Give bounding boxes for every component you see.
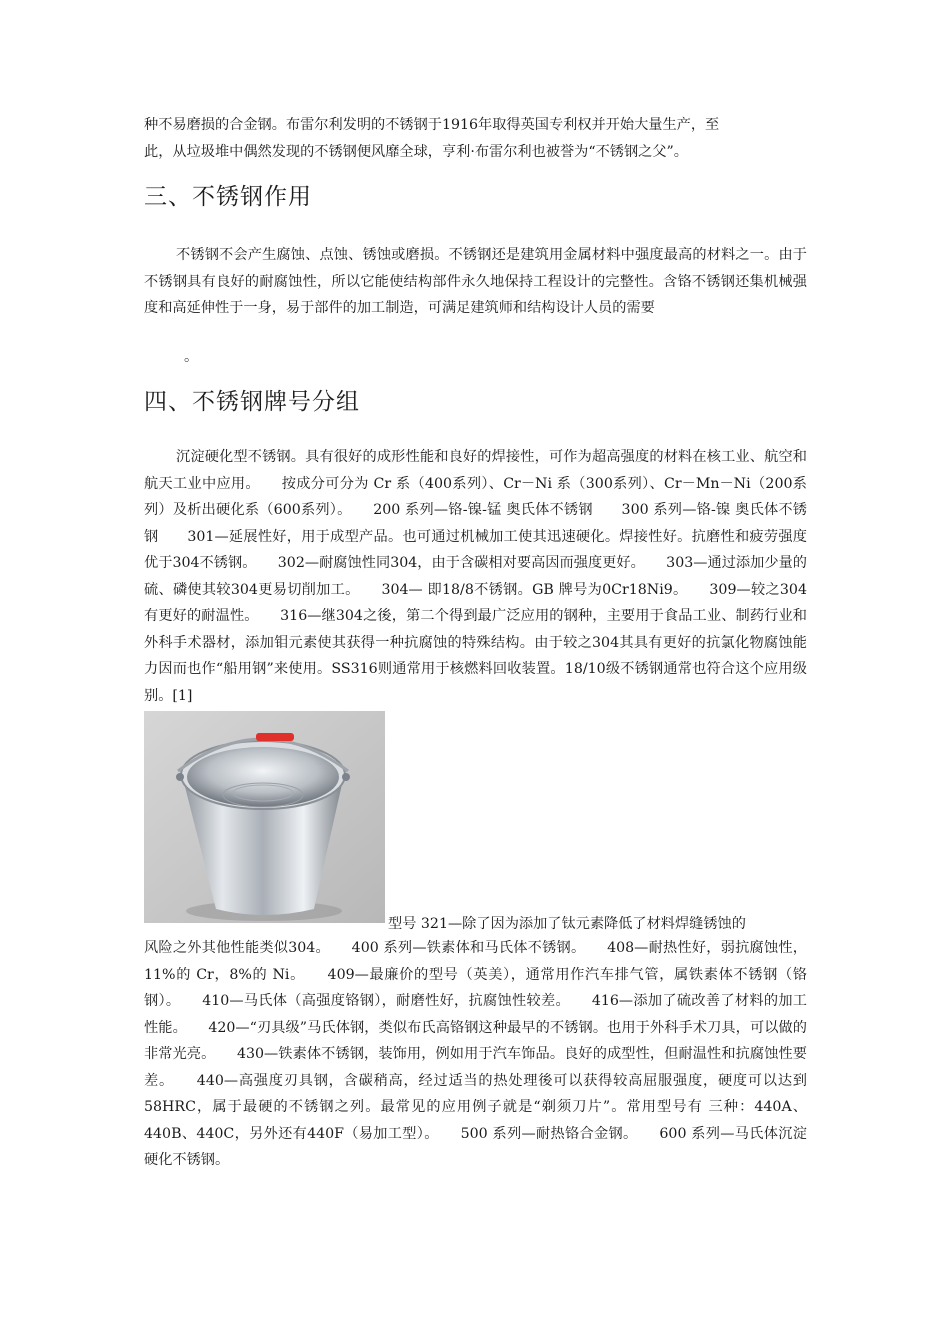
section-4-continued: 风险之外其他性能类似304。 400 系列—铁素体和马氏体不锈钢。 408—耐热性好，弱抗腐蚀性，11%的 Cr，8%的 Ni。 409—最廉价的型号（英美），通常用作汽车排气管，属铁素体不锈钢（铬钢）。 410—马氏体（高强度铬钢），耐磨性好，抗腐蚀性较差。 416—添加了硫改善了材料的加工性能。 420—“刃具级”马氏体钢，类似布氏高铬钢这种最早的不锈钢。也用于外科手术刀具，可以做的非常光亮。 430—铁素体不锈钢，装饰用，例如用于汽车饰品。良好的成型性，但耐温性和抗腐蚀性要差。 440—高强度刃具钢，含碳稍高，经过适当的热处理後可以获得较高屈服强度，硬度可以达到58HRC，属于最硬的不锈钢之列。最常见的应用例子就是“剃须刀片”。常用型号有 三种：440A、440B、440C，另外还有440F（易加工型）。 500 系列—耐热铬合金钢。 600 系列—马氏体沉淀硬化不锈钢。 [144, 940, 807, 1168]
intro-line-2: 此，从垃圾堆中偶然发现的不锈钢便风靡全球，亨利·布雷尔利也被誉为“不锈钢之父”。 [144, 143, 688, 160]
photo-adjacent-text: 型号 321—除了因为添加了钛元素降低了材料焊缝锈蚀的 [388, 915, 746, 932]
document-page [144, 112, 807, 1174]
section-3-paragraph: 不锈钢不会产生腐蚀、点蚀、锈蚀或磨损。不锈钢还是建筑用金属材料中强度最高的材料之一。由于不锈钢具有良好的耐腐蚀性，所以它能使结构部件永久地保持工程设计的完整性。含铬不锈钢还集机械强度和高延伸性于一身，易于部件的加工制造，可满足建筑师和结构设计人员的需要 [144, 247, 807, 316]
intro-line-1: 种不易磨损的合金钢。布雷尔利发明的不锈钢于1916年取得英国专利权并开始大量生产，至 [144, 117, 720, 133]
section-4-heading: 四、不锈钢牌号分组 [144, 389, 360, 415]
photo-row [144, 711, 807, 935]
stainless-steel-bucket-photo [144, 711, 385, 923]
section-3-trailing-mark: 。 [184, 348, 199, 365]
section-4-paragraph: 沉淀硬化型不锈钢。具有很好的成形性能和良好的焊接性，可作为超高强度的材料在核工业、航空和航天工业中应用。 按成分可分为 Cr 系（400系列）、Cr－Ni 系（300系列）、Cr－Mn－Ni（200系列）及析出硬化系（600系列）。 200 系列—铬-镍-锰 奥氏体不锈钢 300 系列—铬-镍 奥氏体不锈钢 301—延展性好，用于成型产品。也可通过机械加工使其迅速硬化。焊接性好。抗磨性和疲劳强度优于304不锈钢。 302—耐腐蚀性同304，由于含碳相对要高因而强度更好。 303—通过添加少量的硫、磷使其较304更易切削加工。 304— 即18/8不锈钢。GB 牌号为0Cr18Ni9。 309—较之304有更好的耐温性。 316—继304之後，第二个得到最广泛应用的钢种，主要用于食品工业、制药行业和外科手术器材，添加钼元素使其获得一种抗腐蚀的特殊结构。由于较之304其具有更好的抗氯化物腐蚀能力因而也作“船用钢”来使用。SS316则通常用于核燃料回收装置。18/10级不锈钢通常也符合这个应用级别。[1] [144, 449, 807, 704]
section-3-heading: 三、不锈钢作用 [144, 184, 312, 210]
